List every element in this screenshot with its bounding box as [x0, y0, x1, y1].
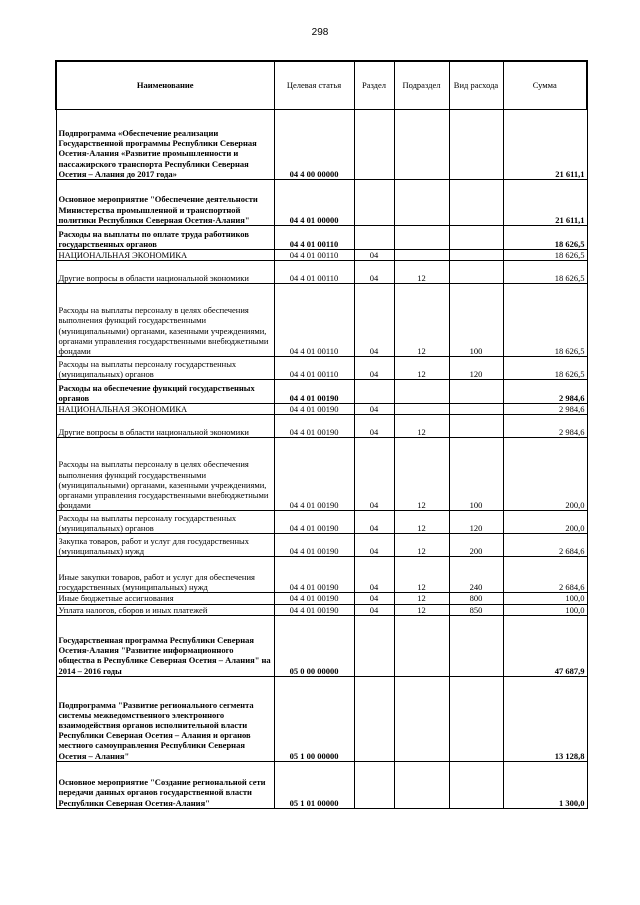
row-subsection: [394, 110, 449, 180]
row-exp-type: [449, 415, 503, 438]
row-sum: 2 984,6: [503, 380, 587, 404]
row-name: Основное мероприятие "Создание региональной сети передачи данных органов государственной власти Республики Северная Осетия-Алания": [56, 761, 274, 808]
row-subsection: 12: [394, 415, 449, 438]
row-subsection: 12: [394, 557, 449, 593]
row-target: 05 0 00 00000: [274, 615, 354, 676]
row-section: 04: [354, 593, 394, 604]
row-target: 04 4 01 00190: [274, 534, 354, 557]
row-name: Другие вопросы в области национальной экономики: [56, 415, 274, 438]
page-number: 298: [311, 27, 329, 38]
row-exp-type: 120: [449, 357, 503, 380]
table-row: [56, 284, 587, 357]
row-name: НАЦИОНАЛЬНАЯ ЭКОНОМИКА: [56, 404, 274, 415]
row-name: НАЦИОНАЛЬНАЯ ЭКОНОМИКА: [56, 250, 274, 261]
row-section: [354, 761, 394, 808]
row-exp-type: [449, 110, 503, 180]
row-subsection: [394, 676, 449, 761]
table-row: [56, 415, 587, 438]
row-sum: 13 128,8: [503, 676, 587, 761]
row-section: 04: [354, 415, 394, 438]
row-exp-type: [449, 261, 503, 284]
row-target: 04 4 01 00190: [274, 438, 354, 511]
row-target: 04 4 01 00190: [274, 604, 354, 615]
row-target: 04 4 01 00110: [274, 284, 354, 357]
row-subsection: [394, 226, 449, 250]
row-name: Расходы на выплаты по оплате труда работников государственных органов: [56, 226, 274, 250]
row-name: Подпрограмма "Развитие регионального сегмента системы межведомственного электронного взаимодействия органов исполнительной власти Республики Северная Осетия – Алания и органов местного самоуправления Республики Северная Осетия – Алания": [56, 676, 274, 761]
row-name: Уплата налогов, сборов и иных платежей: [56, 604, 274, 615]
table-header-row: [56, 61, 587, 110]
row-target: 04 4 01 00190: [274, 404, 354, 415]
row-exp-type: [449, 380, 503, 404]
table-row: [56, 511, 587, 534]
row-section: 04: [354, 250, 394, 261]
table-row: [56, 604, 587, 615]
row-subsection: 12: [394, 604, 449, 615]
row-name: Расходы на выплаты персоналу государственных (муниципальных) органов: [56, 511, 274, 534]
row-target: 05 1 01 00000: [274, 761, 354, 808]
header-section: Раздел: [354, 61, 394, 110]
row-target: 04 4 01 00190: [274, 593, 354, 604]
row-subsection: 12: [394, 284, 449, 357]
row-section: 04: [354, 284, 394, 357]
table-row: [56, 557, 587, 593]
row-exp-type: 120: [449, 511, 503, 534]
table-row: [56, 438, 587, 511]
row-name: Иные закупки товаров, работ и услуг для обеспечения государственных (муниципальных) нужд: [56, 557, 274, 593]
row-sum: 18 626,5: [503, 250, 587, 261]
table-row: [56, 250, 587, 261]
header-sum: Сумма: [503, 61, 587, 110]
row-name: Другие вопросы в области национальной экономики: [56, 261, 274, 284]
row-exp-type: [449, 404, 503, 415]
row-subsection: 12: [394, 511, 449, 534]
row-exp-type: [449, 676, 503, 761]
row-sum: 2 684,6: [503, 557, 587, 593]
row-sum: 200,0: [503, 438, 587, 511]
header-name: Наименование: [56, 61, 274, 110]
table-row: [56, 180, 587, 226]
row-exp-type: 850: [449, 604, 503, 615]
table-row: [56, 676, 587, 761]
row-section: [354, 110, 394, 180]
row-sum: 21 611,1: [503, 110, 587, 180]
row-name: Основное мероприятие "Обеспечение деятельности Министерства промышленной и транспортной политики Республики Северная Осетия-Алания": [56, 180, 274, 226]
table-row: [56, 261, 587, 284]
table-row: [56, 615, 587, 676]
row-subsection: 12: [394, 534, 449, 557]
row-section: [354, 180, 394, 226]
row-section: 04: [354, 404, 394, 415]
row-subsection: [394, 250, 449, 261]
header-target: Целевая статья: [274, 61, 354, 110]
row-name: Подпрограмма «Обеспечение реализации Государственной программы Республики Северная Осетия-Алания «Развитие промышленности и пассажирского транспорта Республики Северная Осетия – Алания до 2017 года»: [56, 110, 274, 180]
row-subsection: [394, 404, 449, 415]
row-target: 04 4 01 00190: [274, 415, 354, 438]
table-row: [56, 404, 587, 415]
row-target: 04 4 01 00000: [274, 180, 354, 226]
row-target: 04 4 01 00110: [274, 250, 354, 261]
row-target: 04 4 01 00190: [274, 511, 354, 534]
row-exp-type: [449, 615, 503, 676]
table-row: [56, 380, 587, 404]
row-subsection: [394, 615, 449, 676]
row-exp-type: 800: [449, 593, 503, 604]
row-target: 04 4 01 00190: [274, 557, 354, 593]
row-sum: 100,0: [503, 593, 587, 604]
row-exp-type: 100: [449, 438, 503, 511]
row-sum: 2 684,6: [503, 534, 587, 557]
row-target: 04 4 01 00110: [274, 357, 354, 380]
row-section: 04: [354, 357, 394, 380]
row-sum: 2 984,6: [503, 415, 587, 438]
row-subsection: 12: [394, 261, 449, 284]
row-section: 04: [354, 438, 394, 511]
budget-table: [55, 60, 588, 809]
row-sum: 47 687,9: [503, 615, 587, 676]
row-section: [354, 615, 394, 676]
table-row: [56, 761, 587, 808]
row-name: Расходы на выплаты персоналу в целях обеспечения выполнения функций государственными (муниципальными) органами, казенными учреждениями, органами управления государственными внебюджетными фондами: [56, 284, 274, 357]
row-sum: 2 984,6: [503, 404, 587, 415]
row-section: [354, 226, 394, 250]
table-row: [56, 357, 587, 380]
table-row: [56, 110, 587, 180]
row-subsection: 12: [394, 357, 449, 380]
row-exp-type: [449, 226, 503, 250]
row-exp-type: [449, 250, 503, 261]
row-section: 04: [354, 511, 394, 534]
table-row: [56, 593, 587, 604]
row-exp-type: [449, 180, 503, 226]
row-target: 04 4 01 00190: [274, 380, 354, 404]
row-sum: 18 626,5: [503, 284, 587, 357]
row-name: Расходы на обеспечение функций государственных органов: [56, 380, 274, 404]
row-name: Закупка товаров, работ и услуг для государственных (муниципальных) нужд: [56, 534, 274, 557]
row-sum: 18 626,5: [503, 261, 587, 284]
row-target: 04 4 00 00000: [274, 110, 354, 180]
row-section: [354, 380, 394, 404]
row-name: Расходы на выплаты персоналу в целях обеспечения выполнения функций государственными (муниципальными) органами, казенными учреждениями, органами управления государственными внебюджетными фондами: [56, 438, 274, 511]
row-name: Иные бюджетные ассигнования: [56, 593, 274, 604]
row-target: 04 4 01 00110: [274, 261, 354, 284]
row-sum: 18 626,5: [503, 226, 587, 250]
row-sum: 100,0: [503, 604, 587, 615]
row-exp-type: 200: [449, 534, 503, 557]
row-subsection: [394, 380, 449, 404]
row-section: [354, 676, 394, 761]
row-subsection: 12: [394, 593, 449, 604]
row-exp-type: 100: [449, 284, 503, 357]
row-subsection: [394, 761, 449, 808]
row-section: 04: [354, 557, 394, 593]
row-section: 04: [354, 534, 394, 557]
row-target: 05 1 00 00000: [274, 676, 354, 761]
header-exp-type: Вид расхода: [449, 61, 503, 110]
table-row: [56, 226, 587, 250]
row-section: 04: [354, 604, 394, 615]
row-exp-type: [449, 761, 503, 808]
header-subsection: Подраздел: [394, 61, 449, 110]
row-subsection: [394, 180, 449, 226]
row-name: Государственная программа Республики Северная Осетия-Алания "Развитие информационного общества в Республике Северная Осетия – Алания" на 2014 – 2016 годы: [56, 615, 274, 676]
row-exp-type: 240: [449, 557, 503, 593]
row-section: 04: [354, 261, 394, 284]
row-sum: 21 611,1: [503, 180, 587, 226]
row-target: 04 4 01 00110: [274, 226, 354, 250]
row-subsection: 12: [394, 438, 449, 511]
row-name: Расходы на выплаты персоналу государственных (муниципальных) органов: [56, 357, 274, 380]
row-sum: 200,0: [503, 511, 587, 534]
table-row: [56, 534, 587, 557]
row-sum: 1 300,0: [503, 761, 587, 808]
row-sum: 18 626,5: [503, 357, 587, 380]
